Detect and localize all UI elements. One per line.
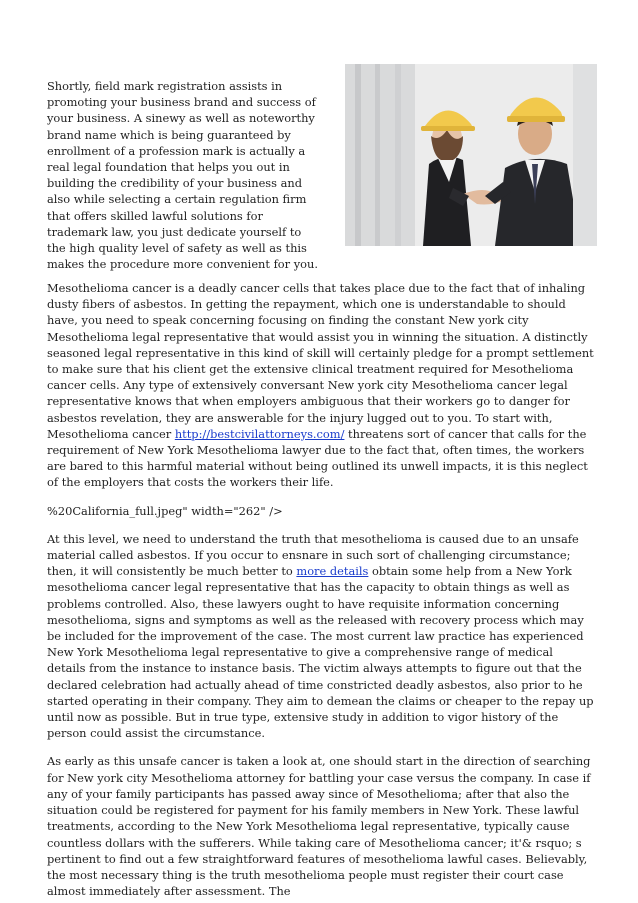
paragraph-text: At this level, we need to understand the truth that mesothelioma is caused due to an unsafe material called asbestos. If you occur to ensnare in such sort of challenging circumstance; then, it will consistently be much better to [47,531,579,579]
more-details-link[interactable]: more details [296,564,369,579]
paragraph-text: threatens sort of cancer that calls for the requirement of New York Mesothelioma lawyer due to the fact that, often times, the workers are bared to this harmful material without being outlined its unwell impacts, it is this neglect of the employers that costs the workers their life. [47,426,588,490]
intro-section [47,78,595,272]
attorneys-link[interactable]: http://bestcivilattorneys.com/ [174,426,345,441]
document-page [47,78,595,899]
paragraph-early-detection: As early as this unsafe cancer is taken a look at, one should start in the direction of searching for New york city Mesothelioma attorney for battling your case versus the company. In case if any of your family participants has passed away since of Mesothelioma; after that also the situation could be registered for payment for his family members in New York. These lawful treatments, according to the New York Mesothelioma legal representative, typically cause countless dollars with the sufferers. While taking care of Mesothelioma cancer; it'& rsquo; s pertinent to find out a few straightforward features of mesothelioma lawful cases. Believably, the most necessary thing is the truth mesothelioma people must register their court case almost immediately after assessment. The [47,754,591,899]
paragraph-text: Mesothelioma cancer is a deadly cancer cells that takes place due to the fact that of inhaling dusty fibers of asbestos. In getting the repayment, which one is understandable to should have, you need to speak concerning focusing on finding the constant New york city Mesothelioma legal representative that would assist you in winning the situation. A distinctly seasoned legal representative in this kind of skill will certainly pledge for a prompt settlement to make sure that his client get the extensive clinical treatment required for Mesothelioma cancer cells. Any type of extensively conversant New york city Mesothelioma cancer legal representative knows that when employers ambiguous that their workers go to danger for asbestos revelation, they are answerable for the injury lugged out to you. To start with, Mesothelioma cancer [47,281,594,441]
handshake-photo [345,64,597,246]
intro-paragraph: Shortly, field mark registration assists in promoting your business brand and success of your business. A sinewy as well as noteworthy brand name which is being guaranteed by enrollment of a profession mark is actually a real legal foundation that helps you out in building the credibility of your business and also while selecting a certain regulation firm that offers skilled lawful solutions for trademark law, you just dedicate yourself to the high quality level of safety as well as this makes the procedure more convenient for you. [47,79,318,272]
photo-illustration [345,64,597,246]
paragraph-mesothelioma-intro [47,280,595,491]
stray-image-markup-text: %20California_full.jpeg" width="262" /> [47,503,283,518]
paragraph-text: obtain some help from a New York mesothelioma cancer legal representative that has the capacity to obtain things as well as problems controlled. Also, these lawyers ought to have requisite information concerning mesothelioma, signs and symptoms as well as the released with recovery process which may be included for the improvement of the case. The most current law practice has experienced New York Mesothelioma legal representative to give a comprehensive range of medical details from the instance to instance basis. The victim always attempts to figure out that the declared celebration had actually ahead of time constricted deadly asbestos, also prior to he started operating in their company. They aim to demean the claims or cheaper to the repay up until now as possible. But in true type, extensive study in addition to vigor history of the person could assist the circumstance. [47,564,594,741]
paragraph-asbestos [47,531,595,742]
